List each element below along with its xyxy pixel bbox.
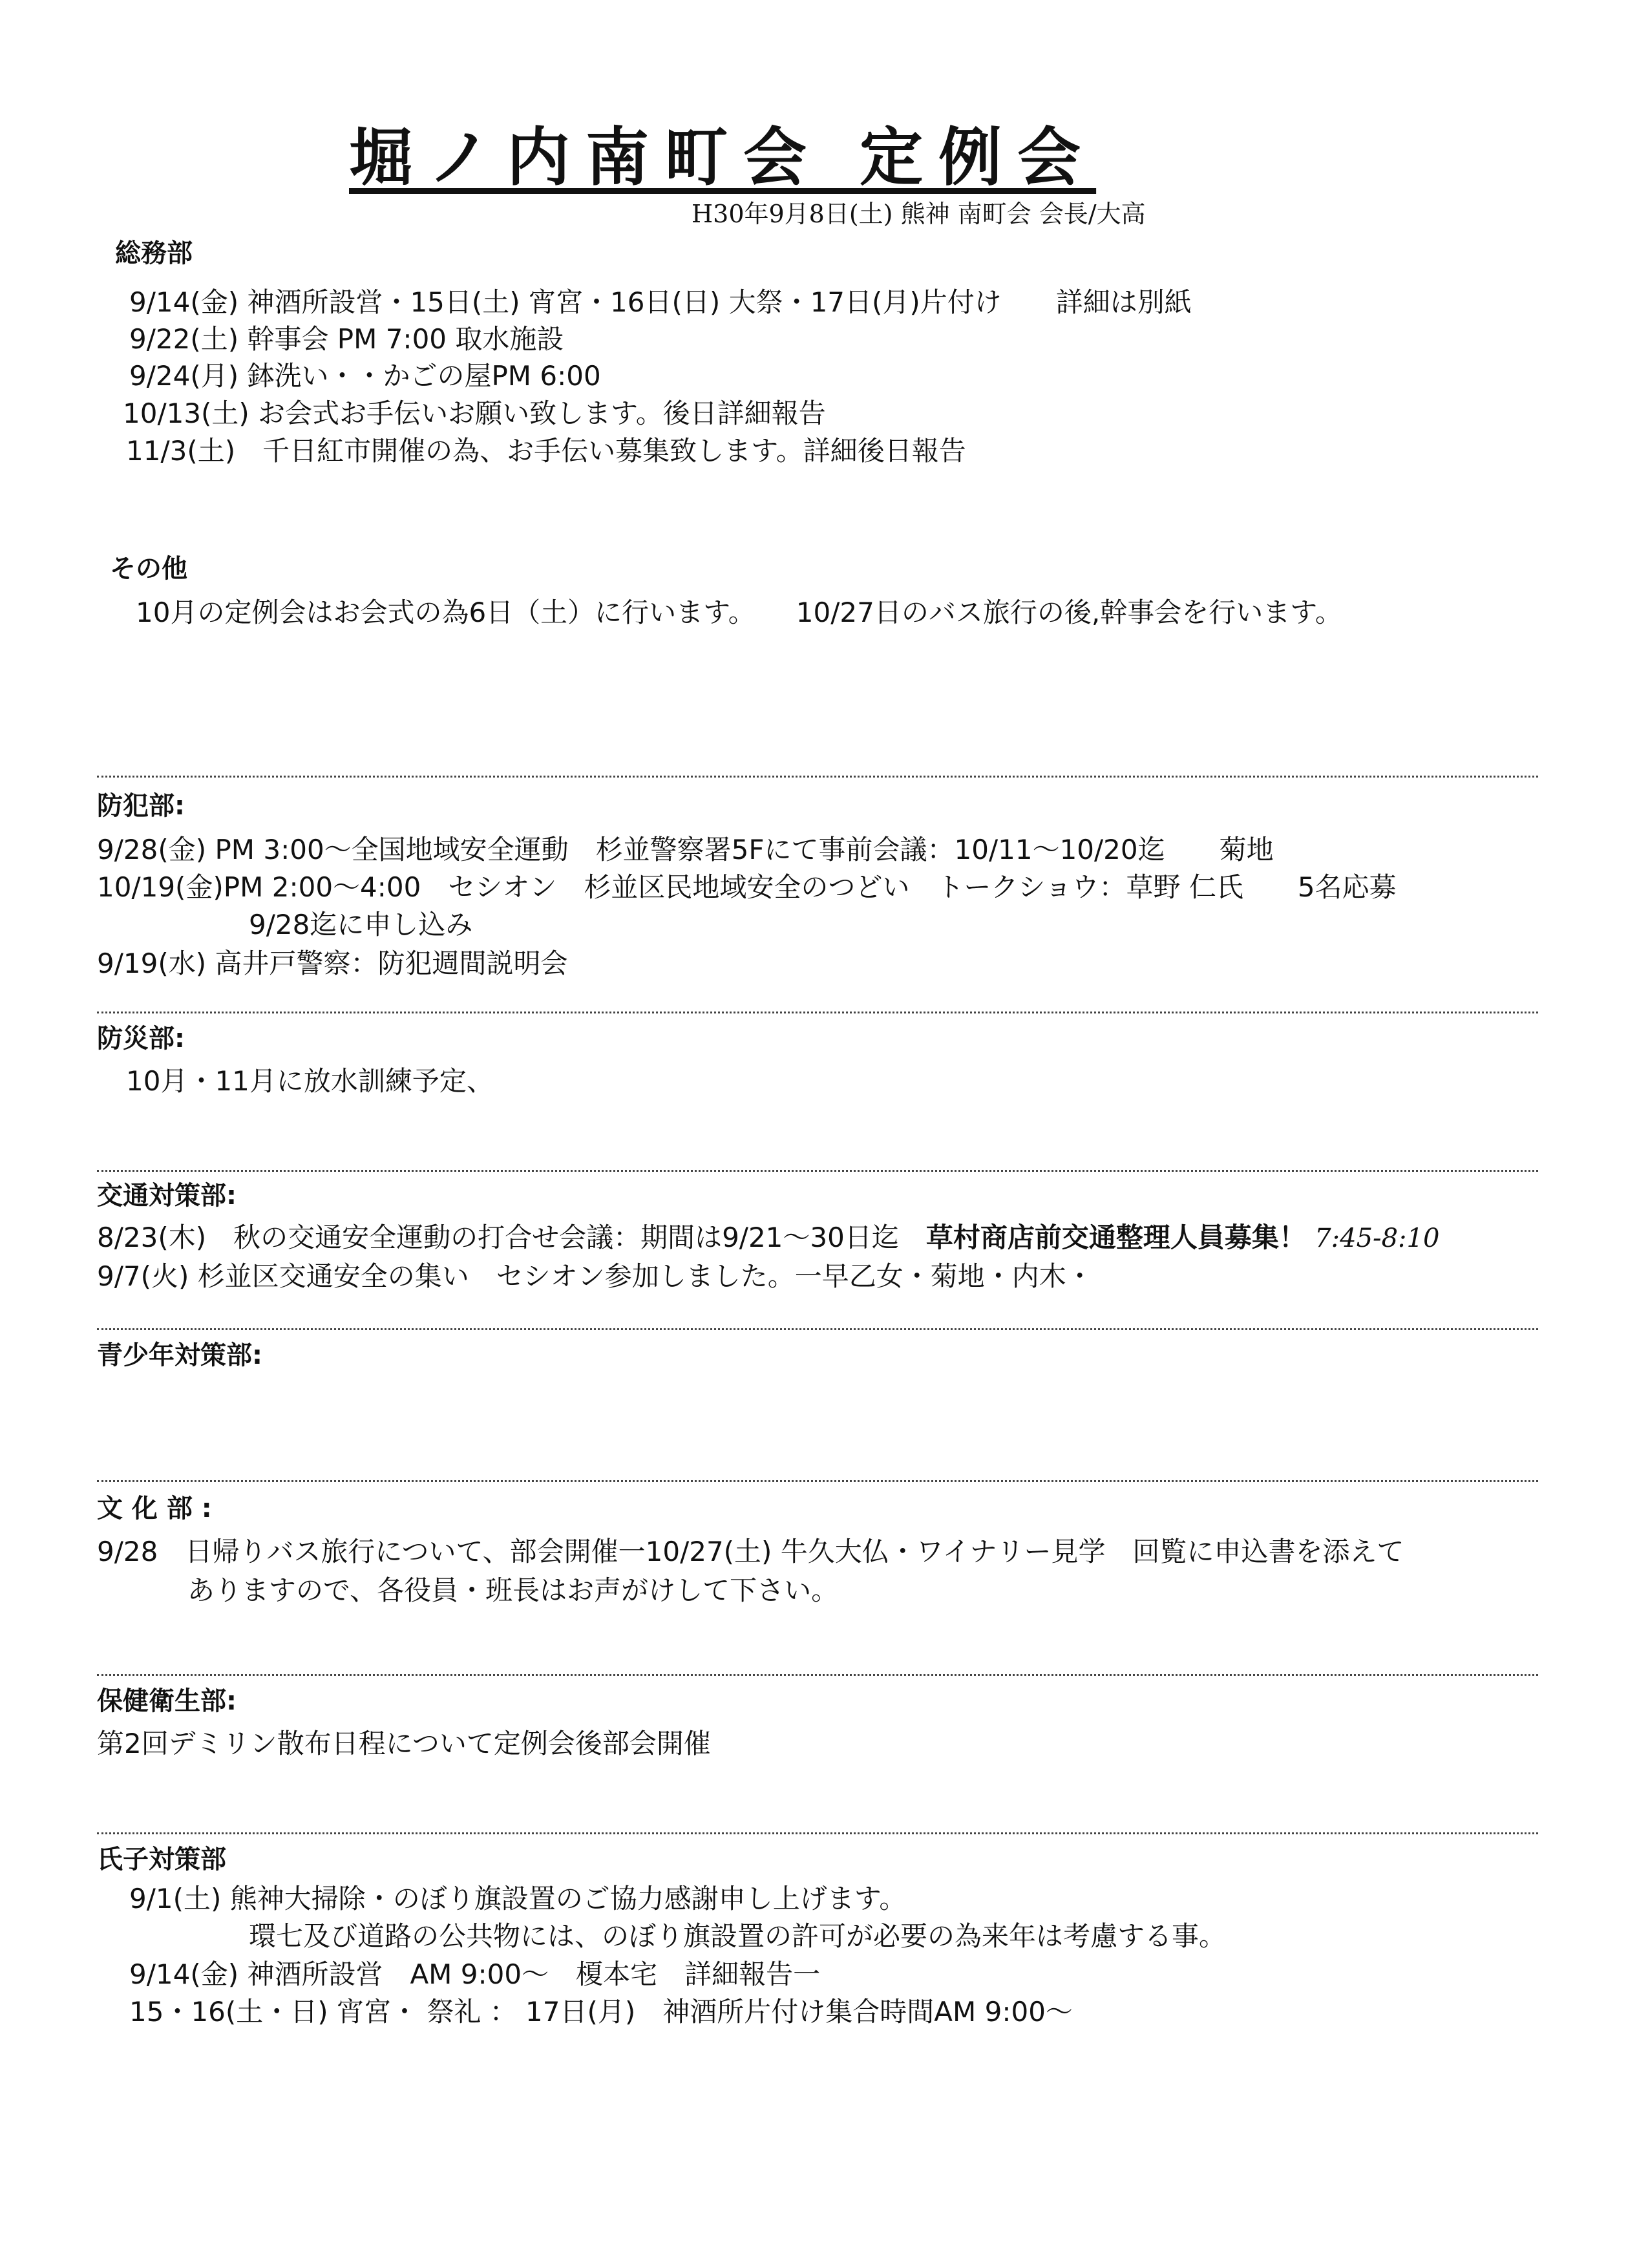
section-heading-traffic: 交通対策部: [97, 1181, 237, 1211]
disaster-prevention-line: 10月・11月に放水訓練予定、 [126, 1065, 494, 1097]
crime-prevention-line: 9/28(金) PM 3:00〜全国地域安全運動 杉並警察署5Fにて事前会議：10/11〜10/20迄 菊地 [97, 834, 1274, 865]
handwritten-time-note: 7:45-8:10 [1315, 1224, 1440, 1253]
traffic-recruit-notice: 草村商店前交通整理人員募集！ [925, 1222, 1306, 1253]
section-divider [97, 776, 1538, 778]
section-heading-youth: 青少年対策部: [97, 1341, 262, 1370]
section-heading-disaster-prevention: 防災部: [97, 1024, 185, 1054]
general-affairs-line: 10/13(土) お会式お手伝いお願い致します。後日詳細報告 [123, 397, 826, 429]
crime-prevention-line: 10/19(金)PM 2:00〜4:00 セシオン 杉並区民地域安全のつどい トークショウ：草野 仁氏 5名応募 [97, 871, 1397, 903]
traffic-line: 9/7(火) 杉並区交通安全の集い セシオン参加しました。一早乙女・菊地・内木・ [97, 1260, 1093, 1292]
other-line: 10月の定例会はお会式の為6日（土）に行います。 10/27日のバス旅行の後,幹事会を行います。 [136, 597, 1342, 628]
traffic-line [97, 1216, 1439, 1255]
section-divider [97, 1832, 1538, 1834]
parishioners-line: 9/14(金) 神酒所設営 AM 9:00〜 榎本宅 詳細報告一 [129, 1958, 821, 1990]
section-heading-crime-prevention: 防犯部: [97, 791, 185, 821]
section-heading-culture: 文 化 部 : [97, 1494, 212, 1523]
section-divider [97, 1480, 1538, 1482]
crime-prevention-line: 9/19(水) 高井戸警察：防犯週間説明会 [97, 948, 568, 979]
section-divider [97, 1012, 1538, 1013]
date-and-author: H30年9月8日(土) 熊神 南町会 会長/大高 [692, 200, 1146, 228]
section-heading-parishioners: 氏子対策部 [97, 1845, 226, 1874]
culture-line: 9/28 日帰りバス旅行について、部会開催一10/27(土) 牛久大仏・ワイナリー見学 回覧に申込書を添えて [97, 1536, 1404, 1567]
section-divider [97, 1674, 1538, 1676]
parishioners-line: 環七及び道路の公共物には、のぼり旗設置の許可が必要の為来年は考慮する事。 [249, 1920, 1227, 1952]
section-heading-general-affairs: 総務部 [115, 238, 193, 268]
general-affairs-line: 9/14(金) 神酒所設営・15日(土) 宵宮・16日(日) 大祭・17日(月)片付け 詳細は別紙 [129, 286, 1192, 318]
document-title: 堀ノ内南町会 定例会 [349, 120, 1097, 195]
culture-line: ありますので、各役員・班長はお声がけして下さい。 [187, 1574, 839, 1606]
parishioners-line: 9/1(土) 熊神大掃除・のぼり旗設置のご協力感謝申し上げます。 [129, 1883, 907, 1914]
crime-prevention-line: 9/28迄に申し込み [249, 909, 473, 940]
section-heading-other: その他 [110, 554, 187, 584]
general-affairs-line: 11/3(土) 千日紅市開催の為、お手伝い募集致します。詳細後日報告 [126, 435, 966, 467]
general-affairs-line: 9/24(月) 鉢洗い・・かごの屋PM 6:00 [129, 360, 601, 392]
health-line: 第2回デミリン散布日程について定例会後部会開催 [97, 1728, 711, 1759]
section-heading-health: 保健衛生部: [97, 1686, 237, 1716]
parishioners-line: 15・16(土・日) 宵宮・ 祭礼 ： 17日(月) 神酒所片付け集合時間AM 9:00〜 [129, 1996, 1073, 2028]
section-divider [97, 1170, 1538, 1172]
traffic-line-text: 8/23(木) 秋の交通安全運動の打合せ会議：期間は9/21〜30日迄 [97, 1222, 926, 1253]
section-divider [97, 1328, 1538, 1330]
general-affairs-line: 9/22(土) 幹事会 PM 7:00 取水施設 [129, 323, 564, 355]
